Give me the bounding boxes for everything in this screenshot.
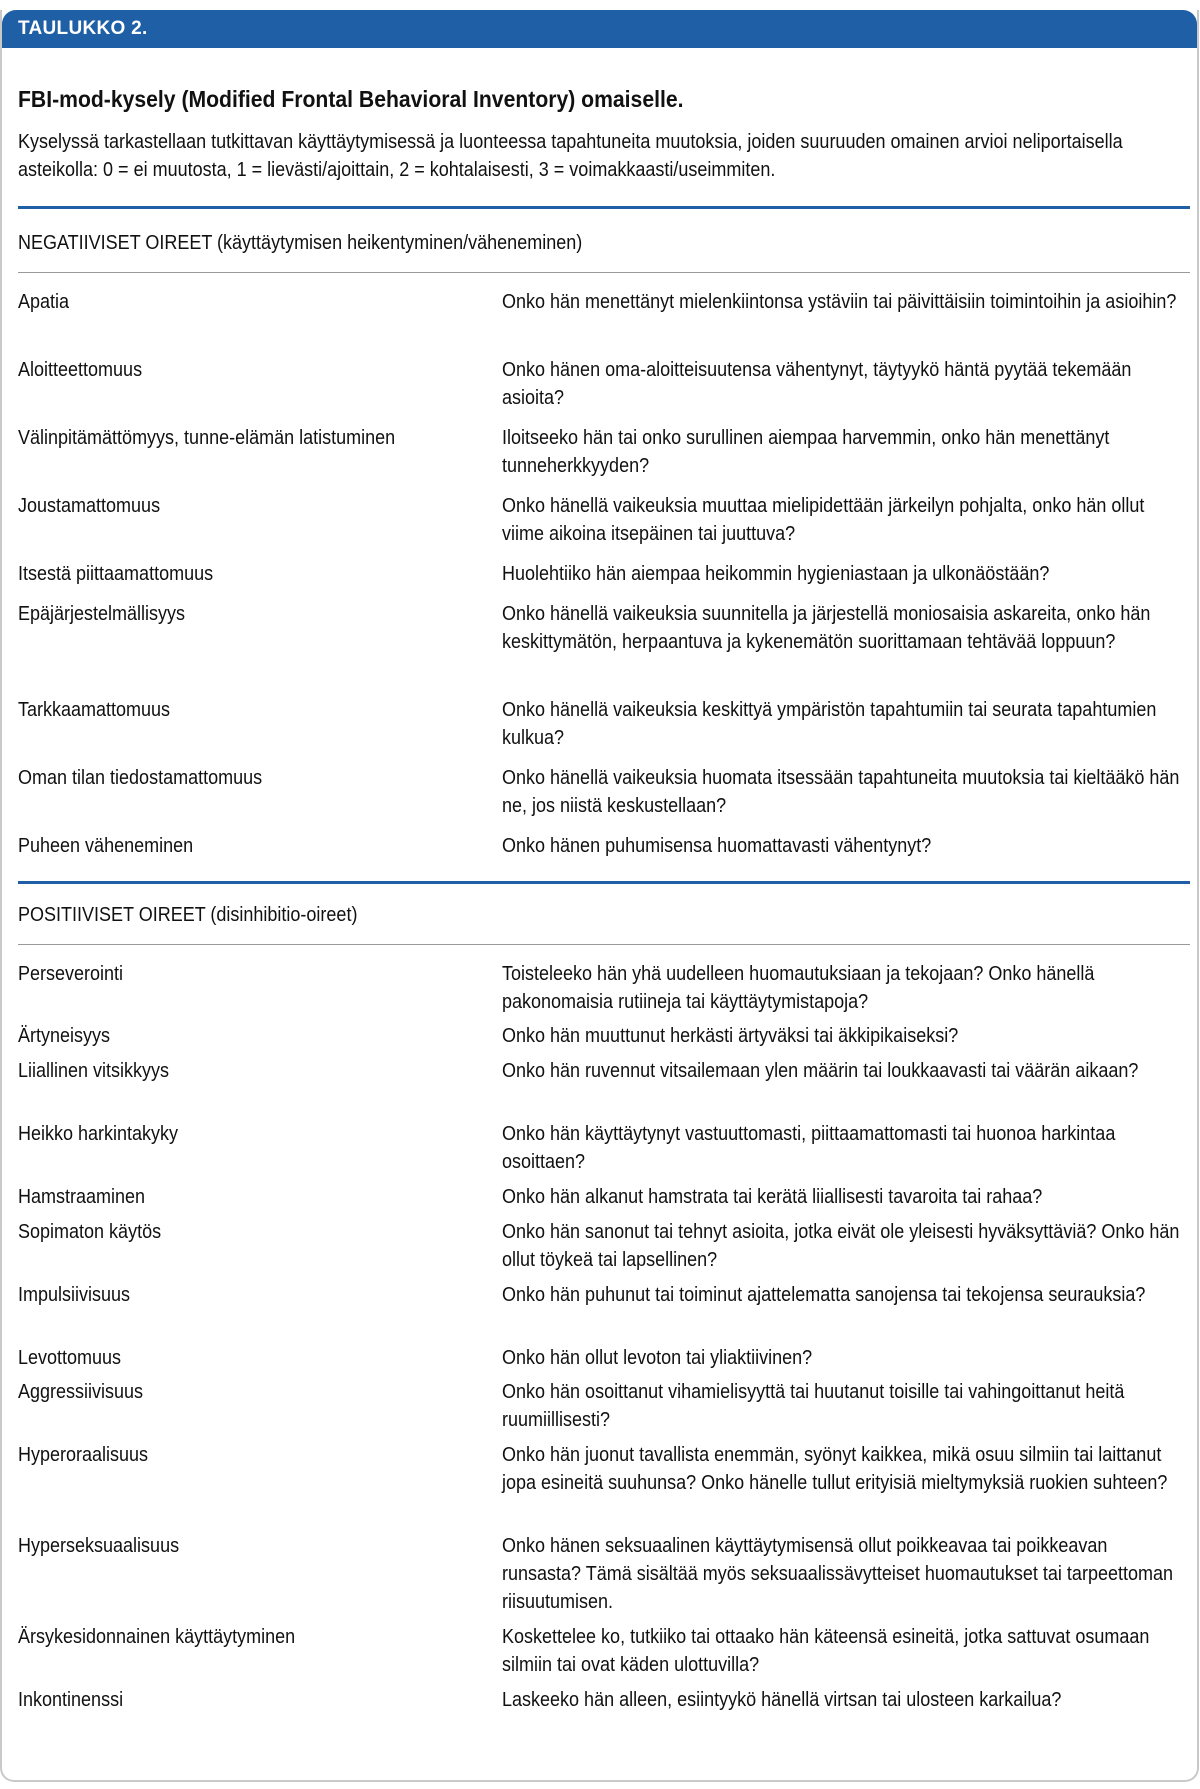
symptom-term: Välinpitämättömyys, tunne-elämän latistuminen xyxy=(18,427,396,449)
heading-underline xyxy=(18,272,1190,273)
section-divider xyxy=(18,206,1190,209)
symptom-question: Onko hänen puhumisensa huomattavasti vähentynyt? xyxy=(502,835,932,857)
symptom-term: Hyperseksuaalisuus xyxy=(18,1535,180,1557)
symptom-question: Huolehtiiko hän aiempaa heikommin hygieniastaan ja ulkonäöstään? xyxy=(502,563,1050,585)
symptom-question: Laskeeko hän alleen, esiintyykö hänellä virtsan tai ulosteen karkailua? xyxy=(502,1689,1062,1711)
symptom-question: Onko hän puhunut tai toiminut ajattelematta sanojensa tai tekojensa seurauksia? xyxy=(502,1284,1146,1306)
symptom-term: Levottomuus xyxy=(18,1347,122,1369)
symptom-question: Toisteleeko hän yhä uudelleen huomautuksiaan ja tekojaan? Onko hänellä pakonomaisia rutiineja tai käyttäytymistapoja? xyxy=(502,963,1095,1013)
symptom-term: Epäjärjestelmällisyys xyxy=(18,603,186,625)
symptom-question: Onko hän muuttunut herkästi ärtyväksi tai äkkipikaiseksi? xyxy=(502,1025,959,1047)
symptom-term: Aloitteettomuus xyxy=(18,359,143,381)
symptom-term: Sopimaton käytös xyxy=(18,1221,162,1243)
symptom-term: Hyperoraalisuus xyxy=(18,1444,149,1466)
symptom-term: Oman tilan tiedostamattomuus xyxy=(18,767,263,789)
symptom-term: Joustamattomuus xyxy=(18,495,161,517)
symptom-term: Hamstraaminen xyxy=(18,1186,146,1208)
symptom-question: Onko hänen seksuaalinen käyttäytymisensä ollut poikkeavaa tai poikkeavan runsasta? Tämä sisältää myös seksuaalissävytteiset huomautukset tai tarpeettoman riisuutumisen. xyxy=(502,1535,1174,1613)
table-intro: Kyselyssä tarkastellaan tutkittavan käyttäytymisessä ja luonteessa tapahtuneita muutoksia, joiden suuruuden omainen arvioi neliportaisella asteikolla: 0 = ei muutosta, 1 = lievästi/ajoittain, 2 = kohtalaisesti, 3 = voimakkaasti/useimmiten. xyxy=(18,131,1123,181)
symptom-question: Onko hänellä vaikeuksia muuttaa mielipidettään järkeilyn pohjalta, onko hän ollut viime aikoina itsepäinen tai juuttuva? xyxy=(502,495,1145,545)
heading-underline xyxy=(18,944,1190,945)
symptom-term: Ärtyneisyys xyxy=(18,1025,111,1047)
symptom-term: Inkontinenssi xyxy=(18,1689,124,1711)
symptom-term: Itsestä piittaamattomuus xyxy=(18,563,214,585)
symptom-term: Puheen väheneminen xyxy=(18,835,194,857)
symptom-question: Onko hänen oma-aloitteisuutensa vähentynyt, täytyykö häntä pyytää tekemään asioita? xyxy=(502,359,1132,409)
symptom-question: Onko hän käyttäytynyt vastuuttomasti, piittaamattomasti tai huonoa harkintaa osoittaen? xyxy=(502,1123,1116,1173)
symptom-question: Onko hän alkanut hamstrata tai kerätä liiallisesti tavaroita tai rahaa? xyxy=(502,1186,1043,1208)
symptom-question: Onko hänellä vaikeuksia huomata itsessään tapahtuneita muutoksia tai kieltääkö hän ne, jos niistä keskustellaan? xyxy=(502,767,1180,817)
symptom-term: Apatia xyxy=(18,291,70,313)
symptom-term: Heikko harkintakyky xyxy=(18,1123,179,1145)
symptom-term: Ärsykesidonnainen käyttäytyminen xyxy=(18,1626,296,1648)
table-title: FBI-mod-kysely (Modified Frontal Behavioral Inventory) omaiselle. xyxy=(18,86,684,112)
symptom-question: Onko hän osoittanut vihamielisyyttä tai huutanut toisille tai vahingoittanut heitä ruumiillisesti? xyxy=(502,1381,1125,1431)
symptom-term: Impulsiivisuus xyxy=(18,1284,131,1306)
symptom-question: Onko hänellä vaikeuksia suunnitella ja järjestellä moniosaisia askareita, onko hän keskittymätön, herpaantuva ja kykenemätön suorittamaan tehtävää loppuun? xyxy=(502,603,1151,653)
symptom-question: Onko hän ruvennut vitsailemaan ylen määrin tai loukkaavasti tai väärän aikaan? xyxy=(502,1060,1139,1082)
negative-section-heading: NEGATIIVISET OIREET (käyttäytymisen heikentyminen/väheneminen) xyxy=(18,232,583,254)
symptom-question: Onko hän ollut levoton tai yliaktiivinen? xyxy=(502,1347,813,1369)
section-divider xyxy=(18,881,1190,884)
symptom-question: Onko hän menettänyt mielenkiintonsa ystäviin tai päivittäisiin toimintoihin ja asioihin? xyxy=(502,291,1177,313)
symptom-question: Onko hänellä vaikeuksia keskittyä ympäristön tapahtumiin tai seurata tapahtumien kulkua? xyxy=(502,699,1157,749)
table-card xyxy=(0,10,1199,1782)
symptom-question: Iloitseeko hän tai onko surullinen aiempaa harvemmin, onko hän menettänyt tunneherkkyyden? xyxy=(502,427,1110,477)
symptom-term: Liiallinen vitsikkyys xyxy=(18,1060,170,1082)
symptom-question: Onko hän sanonut tai tehnyt asioita, jotka eivät ole yleisesti hyväksyttäviä? Onko hän ollut töykeä tai lapsellinen? xyxy=(502,1221,1180,1271)
symptom-term: Aggressiivisuus xyxy=(18,1381,144,1403)
positive-section-heading: POSITIIVISET OIREET (disinhibitio-oireet) xyxy=(18,904,358,926)
symptom-term: Perseverointi xyxy=(18,963,124,985)
symptom-question: Onko hän juonut tavallista enemmän, syönyt kaikkea, mikä osuu silmiin tai laittanut jopa esineitä suuhunsa? Onko hänelle tullut erityisiä mieltymyksiä ruokien suhteen? xyxy=(502,1444,1168,1494)
symptom-question: Koskettelee ko, tutkiiko tai ottaako hän käteensä esineitä, jotka sattuvat osumaan silmiin tai ovat käden ulottuvilla? xyxy=(502,1626,1150,1676)
table-label: TAULUKKO 2. xyxy=(2,10,1197,48)
symptom-term: Tarkkaamattomuus xyxy=(18,699,171,721)
